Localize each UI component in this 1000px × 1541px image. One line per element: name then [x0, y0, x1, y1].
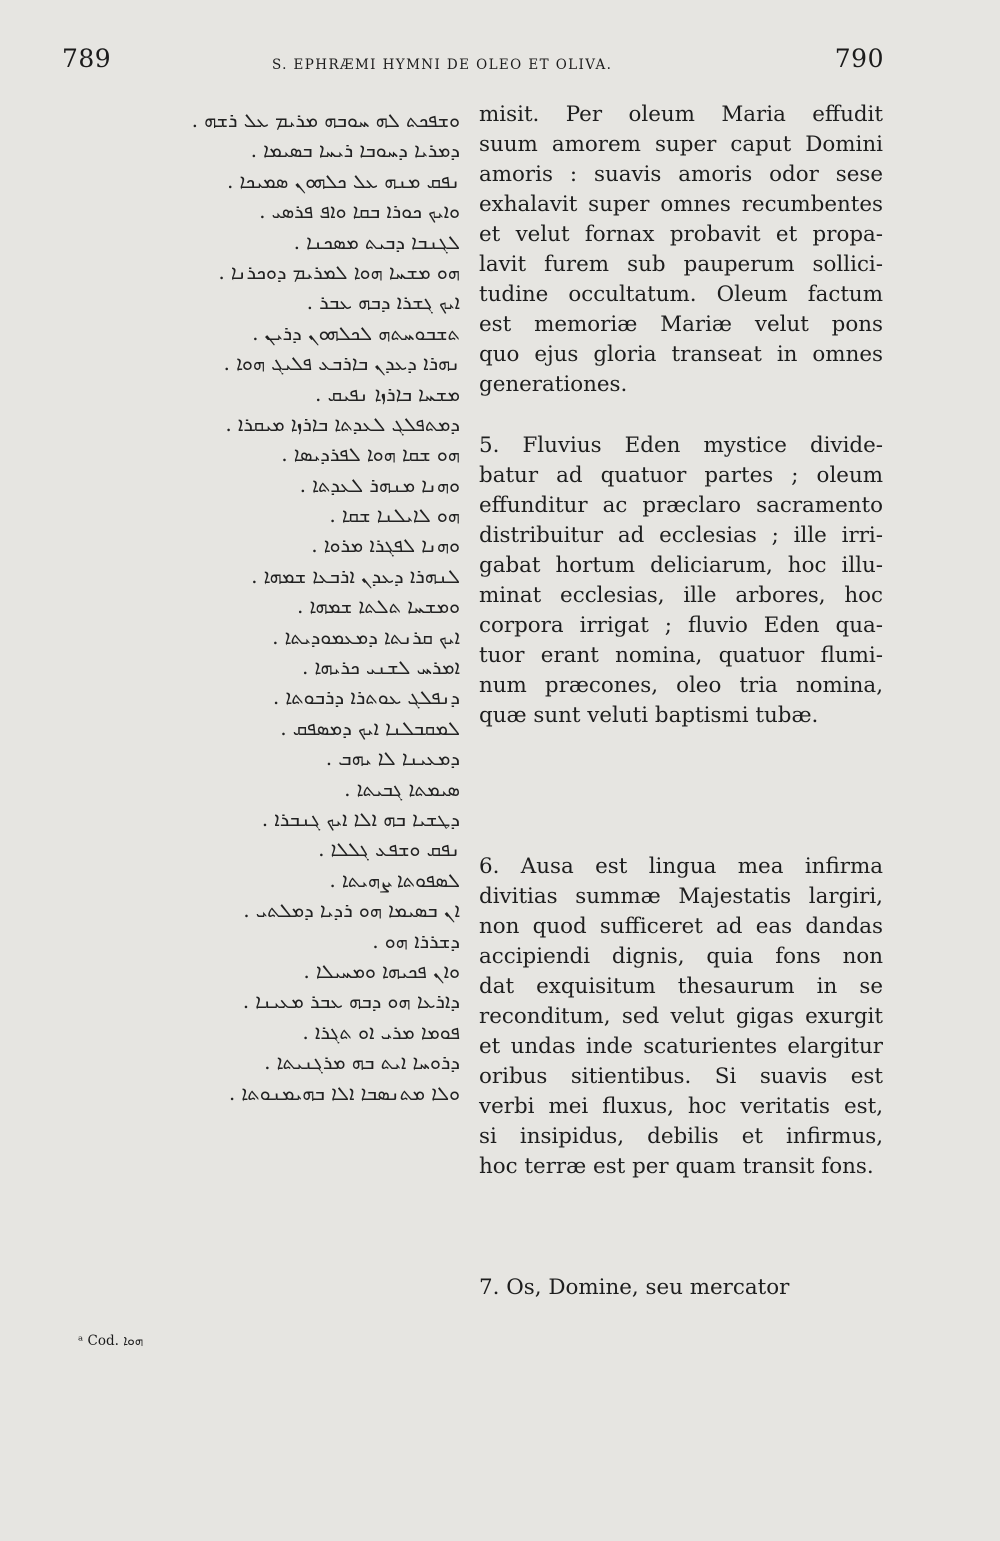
- syriac-line: ܗܘ ܫܩܐ ܗܘܐ ܠܦܪܕܝܣܐ .: [281, 443, 460, 467]
- latin-line: hoc terræ est per quam transit fons.: [479, 1154, 874, 1179]
- latin-line: si insipidus, debilis et infirmus,: [479, 1124, 883, 1149]
- latin-line: num præcones, oleo tria nomina,: [479, 673, 883, 698]
- latin-line: exhalavit super omnes recumbentes: [479, 192, 883, 217]
- latin-paragraph: [479, 1273, 883, 1303]
- latin-line: est memoriæ Mariæ velut pons: [479, 312, 883, 337]
- latin-column: [479, 100, 883, 1303]
- page-number-right: 790: [834, 44, 884, 73]
- latin-line: reconditum, sed velut gigas exurgit: [479, 1004, 883, 1029]
- syriac-line: ܕܡܪܝܐ ܕܚܘܒܐ ܪܝܚܐ ܒܣܝܡܐ .: [250, 139, 460, 163]
- latin-line: divitias summæ Majestatis largiri,: [479, 884, 883, 909]
- latin-line: oribus sitientibus. Si suavis est: [479, 1064, 883, 1089]
- latin-line: verbi mei fluxus, hoc veritatis est,: [479, 1094, 883, 1119]
- latin-line: effunditur ac præclaro sacramento: [479, 493, 883, 518]
- syriac-line: ܕܡܬܦܠܓ ܠܥܕܬܐ ܒܐܪܙܐ ܡܝܩܪܐ .: [225, 412, 460, 436]
- syriac-line: ܗܘ ܠܐܝܠܢܐ ܫܩܐ .: [329, 504, 460, 528]
- latin-line: generationes.: [479, 372, 628, 397]
- latin-line: 7. Os, Domine, seu mercator: [479, 1275, 790, 1300]
- latin-line: corpora irrigat ; fluvio Eden qua-: [479, 613, 883, 638]
- latin-line: amoris : suavis amoris odor sese: [479, 162, 883, 187]
- syriac-line: ܕܐܪܥܐ ܗܘ ܕܒܗ ܥܒܪ ܡܥܝܢܐ .: [242, 990, 460, 1014]
- latin-line: minat ecclesias, ille arbores, hoc: [479, 583, 883, 608]
- syriac-line: ܢܦܩ ܘܫܦܥ ܓܠܠܐ .: [318, 838, 460, 862]
- paragraph-gap: [479, 400, 883, 431]
- syriac-line: ܐܢ ܒܣܝܡܐ ܗܘ ܪܕܝܐ ܕܡܠܬܝ .: [243, 899, 460, 923]
- syriac-line: ܘܗܢܐ ܡܢܗܪ ܠܥܕܬܐ .: [299, 473, 460, 497]
- syriac-line: ܣܝܡܬܐ ܓܒܝܬܐ .: [344, 777, 460, 801]
- syriac-line: ܐܡܪܚ ܠܫܢܝ ܟܪܝܗܐ .: [302, 656, 460, 680]
- syriac-line: ܘܫܦܟܬ ܠܗ ܚܘܒܗ ܡܪܝܡ ܥܠ ܪܫܗ .: [191, 109, 460, 132]
- syriac-line: ܦܘܡܐ ܡܪܝ ܐܘ ܬܓܪܐ .: [302, 1020, 460, 1044]
- latin-line: non quod sufficeret ad eas dandas: [479, 914, 883, 939]
- syriac-line: ܠܣܦܘܬܐ ܨܗܝܬܐ .: [329, 868, 460, 892]
- latin-line: dat exquisitum thesaurum in se: [479, 974, 883, 999]
- latin-line: 6. Ausa est lingua mea infirma: [479, 854, 883, 879]
- syriac-line: ܕܛܫܝܐ ܒܗ ܐܠܐ ܐܝܟ ܓܢܒܪܐ .: [261, 807, 460, 831]
- latin-line: misit. Per oleum Maria effudit: [479, 102, 883, 127]
- latin-line: quæ sunt veluti baptismi tubæ.: [479, 703, 819, 728]
- latin-line: accipiendi dignis, quia fons non: [479, 944, 883, 969]
- latin-line: et undas inde scaturientes elargitur: [479, 1034, 883, 1059]
- syriac-line: ܠܓܢܒܐ ܕܒܝܬ ܡܣܟܢܐ .: [293, 230, 460, 254]
- syriac-line: ܗܘ ܡܫܚܐ ܗܘܐ ܠܡܪܝܡ ܕܘܟܪܢܐ .: [218, 260, 460, 284]
- latin-line: 5. Fluvius Eden mystice divide-: [479, 433, 883, 458]
- syriac-line: ܕܢܦܠܓ ܥܘܬܪܐ ܕܪܒܘܬܐ .: [272, 686, 460, 710]
- latin-line: distribuitur ad ecclesias ; ille irri-: [479, 523, 883, 548]
- latin-line: lavit furem sub pauperum sollici-: [479, 252, 883, 277]
- syriac-line: ܡܫܚܐ ܒܐܪܙܐ ܢܦܝܩ .: [315, 382, 460, 406]
- syriac-column: [75, 106, 460, 1109]
- syriac-line: ܢܦܩ ܡܢܗ ܥܠ ܟܠܗܘܢ ܣܡܝܟܐ .: [227, 169, 460, 193]
- syriac-line: ܕܡܥܝܢܐ ܠܐ ܝܗܒ .: [325, 747, 460, 771]
- syriac-line: ܘܠܐ ܡܬܢܣܒܐ ܐܠܐ ܒܗܝܡܢܘܬܐ .: [229, 1081, 460, 1105]
- latin-line: batur ad quatuor partes ; oleum: [479, 463, 883, 488]
- syriac-line: ܐܝܟ ܩܪܢܬܐ ܕܡܥܡܘܕܝܬܐ .: [272, 625, 460, 649]
- syriac-line: ܘܐܢ ܦܟܝܗܐ ܘܡܚܝܠܐ .: [303, 959, 460, 983]
- latin-line: gabat hortum deliciarum, hoc illu-: [479, 553, 883, 578]
- latin-paragraph: [479, 431, 883, 731]
- syriac-line: ܠܡܩܒܠܢܐ ܐܝܟ ܕܡܣܦܩ .: [280, 716, 460, 740]
- latin-paragraph: [479, 100, 883, 400]
- paragraph-gap: [479, 731, 883, 852]
- paragraph-gap: [479, 1182, 883, 1273]
- latin-line: suum amorem super caput Domini: [479, 132, 883, 157]
- latin-line: et velut fornax probavit et propa-: [479, 222, 883, 247]
- page-number-left: 789: [62, 44, 112, 73]
- syriac-line: ܘܡܫܚܐ ܬܠܬܐ ܫܡܗܐ .: [297, 595, 460, 619]
- latin-line: quo ejus gloria transeat in omnes: [479, 342, 883, 367]
- latin-line: tuor erant nomina, quatuor flumi-: [479, 643, 883, 668]
- syriac-line: ܬܫܒܘܚܬܗ ܠܟܠܗܘܢ ܕܪܝܢ .: [252, 321, 460, 345]
- latin-line: tudine occultatum. Oleum factum: [479, 282, 883, 307]
- syriac-line: ܐܝܟ ܓܫܪܐ ܕܒܗ ܥܒܪ .: [306, 291, 460, 315]
- syriac-line: ܢܗܪܐ ܕܥܕܢ ܒܐܪܒܥ ܦܠܝܓ ܗܘܐ .: [223, 352, 460, 376]
- footnote: ᵃ Cod. ܗܘܐ: [78, 1333, 144, 1349]
- syriac-line: ܘܐܝܟ ܟܘܪܐ ܒܩܐ ܘܐܦ ܦܪܣܝ .: [259, 200, 460, 224]
- latin-paragraph: [479, 852, 883, 1182]
- syriac-line: ܕܪܘܚܐ ܐܝܬ ܒܗ ܡܪܓܢܝܬܐ .: [264, 1051, 460, 1075]
- syriac-line: ܠܢܗܪܐ ܕܥܕܢ ܐܪܒܥܐ ܫܡܗܐ .: [251, 564, 460, 588]
- syriac-line: ܕܫܪܪܐ ܗܘ .: [372, 929, 460, 953]
- syriac-line: ܘܗܢܐ ܠܦܓܪܐ ܡܪܘܐ .: [311, 534, 460, 558]
- running-title: S. EPHRÆMI HYMNI DE OLEO ET OLIVA.: [272, 57, 613, 73]
